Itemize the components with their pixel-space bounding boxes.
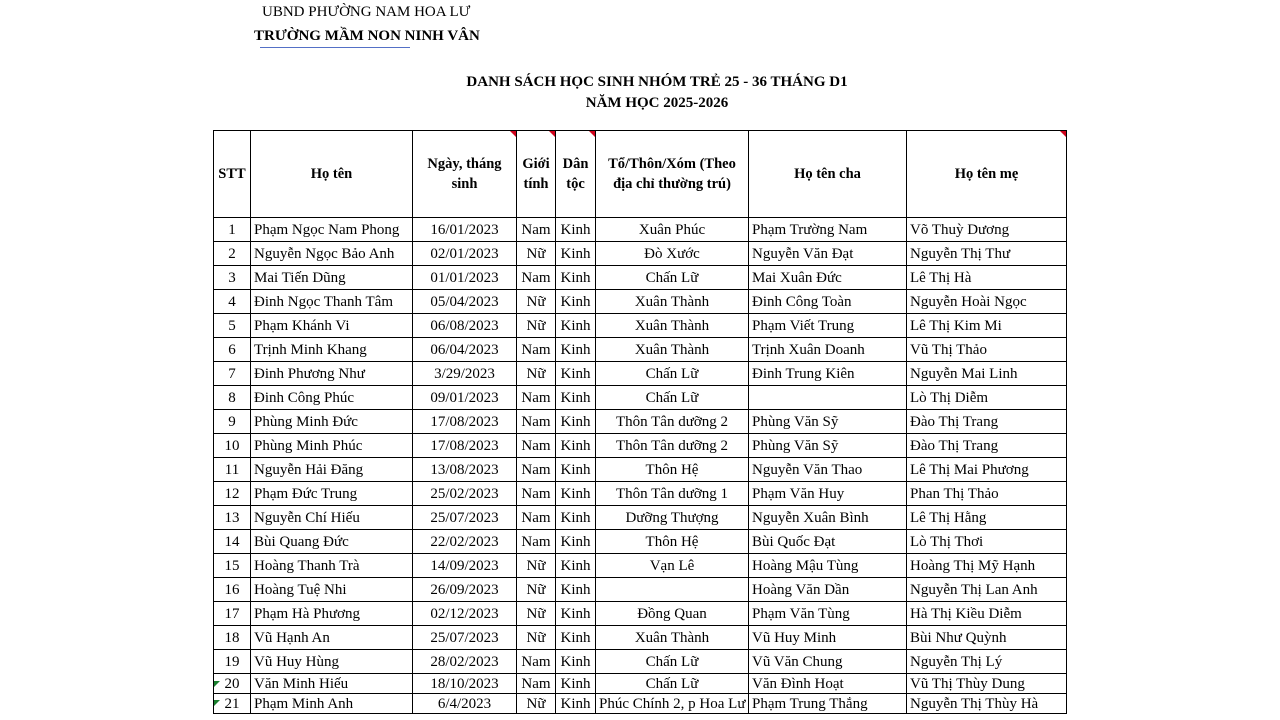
table-row: [214, 694, 1067, 714]
name-cell[interactable]: Phùng Minh Đức: [251, 410, 413, 434]
document-subtitle: NĂM HỌC 2025-2026: [585, 95, 729, 111]
father-cell[interactable]: Nguyễn Xuân Bình: [749, 506, 907, 530]
name-cell[interactable]: Phạm Khánh Vi: [251, 314, 413, 338]
stt-cell[interactable]: 10: [214, 434, 251, 458]
name-cell[interactable]: Hoàng Tuệ Nhi: [251, 578, 413, 602]
table-row: [214, 242, 1067, 266]
ethnicity-cell[interactable]: Kinh: [556, 674, 596, 694]
mother-cell[interactable]: Đào Thị Trang: [907, 434, 1067, 458]
stt-cell[interactable]: 13: [214, 506, 251, 530]
ethnicity-cell[interactable]: Kinh: [556, 410, 596, 434]
table-row: [214, 626, 1067, 650]
address-cell[interactable]: Xuân Thành: [596, 314, 749, 338]
stt-cell[interactable]: 6: [214, 338, 251, 362]
gender-cell[interactable]: Nam: [517, 530, 556, 554]
stt-cell[interactable]: 19: [214, 650, 251, 674]
name-cell[interactable]: Bùi Quang Đức: [251, 530, 413, 554]
father-cell[interactable]: Phạm Trường Nam: [749, 218, 907, 242]
gender-cell[interactable]: Nữ: [517, 314, 556, 338]
father-cell[interactable]: Phạm Văn Tùng: [749, 602, 907, 626]
mother-cell[interactable]: Phan Thị Thảo: [907, 482, 1067, 506]
ethnicity-cell[interactable]: Kinh: [556, 218, 596, 242]
mother-cell[interactable]: Nguyễn Hoài Ngọc: [907, 290, 1067, 314]
dob-cell[interactable]: 06/04/2023: [413, 338, 517, 362]
address-cell[interactable]: Dưỡng Thượng: [596, 506, 749, 530]
col-header-mother[interactable]: Họ tên mẹ: [907, 131, 1067, 218]
dob-cell[interactable]: 25/07/2023: [413, 506, 517, 530]
table-row: [214, 218, 1067, 242]
dob-cell[interactable]: 22/02/2023: [413, 530, 517, 554]
gender-cell[interactable]: Nam: [517, 266, 556, 290]
ethnicity-cell[interactable]: Kinh: [556, 386, 596, 410]
ethnicity-cell[interactable]: Kinh: [556, 650, 596, 674]
ethnicity-cell[interactable]: Kinh: [556, 290, 596, 314]
table-row: [214, 314, 1067, 338]
col-header-father[interactable]: Họ tên cha: [749, 131, 907, 218]
mother-cell[interactable]: Nguyễn Mai Linh: [907, 362, 1067, 386]
stt-cell[interactable]: 18: [214, 626, 251, 650]
ethnicity-cell[interactable]: Kinh: [556, 694, 596, 714]
address-cell[interactable]: Chấn Lữ: [596, 362, 749, 386]
ethnicity-cell[interactable]: Kinh: [556, 482, 596, 506]
ethnicity-cell[interactable]: Kinh: [556, 338, 596, 362]
name-cell[interactable]: Nguyễn Hải Đăng: [251, 458, 413, 482]
mother-cell[interactable]: Lê Thị Mai Phương: [907, 458, 1067, 482]
gender-cell[interactable]: Nữ: [517, 602, 556, 626]
address-cell[interactable]: Chấn Lữ: [596, 650, 749, 674]
address-cell[interactable]: Thôn Tân dưỡng 1: [596, 482, 749, 506]
name-cell[interactable]: Trịnh Minh Khang: [251, 338, 413, 362]
stt-cell[interactable]: 1: [214, 218, 251, 242]
col-header-gender[interactable]: Giới tính: [517, 131, 556, 218]
ethnicity-cell[interactable]: Kinh: [556, 578, 596, 602]
name-cell[interactable]: Phạm Ngọc Nam Phong: [251, 218, 413, 242]
father-cell[interactable]: Đinh Trung Kiên: [749, 362, 907, 386]
stt-cell[interactable]: 5: [214, 314, 251, 338]
col-header-address[interactable]: Tổ/Thôn/Xóm (Theo địa chỉ thường trú): [596, 131, 749, 218]
ethnicity-cell[interactable]: Kinh: [556, 434, 596, 458]
mother-cell[interactable]: Hà Thị Kiều Diễm: [907, 602, 1067, 626]
address-cell[interactable]: Thôn Hệ: [596, 530, 749, 554]
cell-error-marker: [214, 700, 220, 706]
gender-cell[interactable]: Nam: [517, 506, 556, 530]
father-cell[interactable]: [749, 386, 907, 410]
father-cell[interactable]: Vũ Văn Chung: [749, 650, 907, 674]
name-cell[interactable]: Vũ Huy Hùng: [251, 650, 413, 674]
dob-cell[interactable]: 6/4/2023: [413, 694, 517, 714]
mother-cell[interactable]: Đào Thị Trang: [907, 410, 1067, 434]
father-cell[interactable]: Phạm Viết Trung: [749, 314, 907, 338]
dob-cell[interactable]: 17/08/2023: [413, 410, 517, 434]
gender-cell[interactable]: Nữ: [517, 242, 556, 266]
stt-cell[interactable]: 16: [214, 578, 251, 602]
father-cell[interactable]: Mai Xuân Đức: [749, 266, 907, 290]
dob-cell[interactable]: 01/01/2023: [413, 266, 517, 290]
address-cell[interactable]: Xuân Thành: [596, 290, 749, 314]
org-line-2: [254, 28, 480, 45]
dob-cell[interactable]: 18/10/2023: [413, 674, 517, 694]
father-cell[interactable]: Trịnh Xuân Doanh: [749, 338, 907, 362]
stt-cell[interactable]: 2: [214, 242, 251, 266]
ethnicity-cell[interactable]: Kinh: [556, 602, 596, 626]
name-cell[interactable]: Đinh Phương Như: [251, 362, 413, 386]
father-cell[interactable]: Nguyễn Văn Thao: [749, 458, 907, 482]
table-row: [214, 674, 1067, 694]
stt-cell[interactable]: 21: [214, 694, 251, 714]
ethnicity-cell[interactable]: Kinh: [556, 266, 596, 290]
dob-cell[interactable]: 02/01/2023: [413, 242, 517, 266]
table-row: [214, 578, 1067, 602]
address-cell[interactable]: Đò Xước: [596, 242, 749, 266]
father-cell[interactable]: Vũ Huy Minh: [749, 626, 907, 650]
school-name-underline: [260, 47, 410, 48]
gender-cell[interactable]: Nữ: [517, 362, 556, 386]
address-cell[interactable]: Thôn Hệ: [596, 458, 749, 482]
address-cell[interactable]: Xuân Thành: [596, 338, 749, 362]
table-row: [214, 554, 1067, 578]
table-row: [214, 530, 1067, 554]
ethnicity-cell[interactable]: Kinh: [556, 458, 596, 482]
name-cell[interactable]: Phạm Hà Phương: [251, 602, 413, 626]
address-cell[interactable]: Vạn Lê: [596, 554, 749, 578]
stt-cell[interactable]: 8: [214, 386, 251, 410]
name-cell[interactable]: Phạm Đức Trung: [251, 482, 413, 506]
col-header-dob[interactable]: Ngày, tháng sinh: [413, 131, 517, 218]
dob-cell[interactable]: 25/02/2023: [413, 482, 517, 506]
mother-cell[interactable]: Nguyễn Thị Lý: [907, 650, 1067, 674]
father-cell[interactable]: Nguyễn Văn Đạt: [749, 242, 907, 266]
name-cell[interactable]: Văn Minh Hiếu: [251, 674, 413, 694]
father-cell[interactable]: Hoàng Mậu Tùng: [749, 554, 907, 578]
table-row: [214, 266, 1067, 290]
name-cell[interactable]: Vũ Hạnh An: [251, 626, 413, 650]
mother-cell[interactable]: Lê Thị Hà: [907, 266, 1067, 290]
header-row: [214, 131, 1067, 218]
stt-cell[interactable]: 15: [214, 554, 251, 578]
name-cell[interactable]: Mai Tiến Dũng: [251, 266, 413, 290]
school-name: TRƯỜNG MẦM NON NINH VÂN: [254, 28, 480, 44]
table-row: [214, 434, 1067, 458]
stt-cell[interactable]: 14: [214, 530, 251, 554]
mother-cell[interactable]: Nguyễn Thị Lan Anh: [907, 578, 1067, 602]
gender-cell[interactable]: Nam: [517, 458, 556, 482]
ethnicity-cell[interactable]: Kinh: [556, 506, 596, 530]
gender-cell[interactable]: Nam: [517, 410, 556, 434]
table-row: [214, 386, 1067, 410]
address-cell[interactable]: Chấn Lữ: [596, 386, 749, 410]
table-row: [214, 338, 1067, 362]
dob-cell[interactable]: 3/29/2023: [413, 362, 517, 386]
stt-cell[interactable]: 3: [214, 266, 251, 290]
ethnicity-cell[interactable]: Kinh: [556, 554, 596, 578]
dob-cell[interactable]: 02/12/2023: [413, 602, 517, 626]
mother-cell[interactable]: Nguyễn Thị Thùy Hà: [907, 694, 1067, 714]
stt-cell[interactable]: 11: [214, 458, 251, 482]
father-cell[interactable]: Văn Đình Hoạt: [749, 674, 907, 694]
gender-cell[interactable]: Nam: [517, 650, 556, 674]
org-line-1: UBND PHƯỜNG NAM HOA LƯ: [262, 4, 471, 20]
mother-cell[interactable]: Vũ Thị Thùy Dung: [907, 674, 1067, 694]
address-cell[interactable]: Đồng Quan: [596, 602, 749, 626]
dob-cell[interactable]: 28/02/2023: [413, 650, 517, 674]
address-cell[interactable]: Thôn Tân dưỡng 2: [596, 434, 749, 458]
gender-cell[interactable]: Nữ: [517, 694, 556, 714]
cell-error-marker: [214, 681, 220, 687]
gender-cell[interactable]: Nam: [517, 674, 556, 694]
dob-cell[interactable]: 06/08/2023: [413, 314, 517, 338]
col-header-stt[interactable]: STT: [214, 131, 251, 218]
dob-cell[interactable]: 13/08/2023: [413, 458, 517, 482]
gender-cell[interactable]: Nữ: [517, 626, 556, 650]
stt-cell[interactable]: 20: [214, 674, 251, 694]
mother-cell[interactable]: Vũ Thị Thảo: [907, 338, 1067, 362]
father-cell[interactable]: Phạm Văn Huy: [749, 482, 907, 506]
stt-cell[interactable]: 9: [214, 410, 251, 434]
stt-cell[interactable]: 17: [214, 602, 251, 626]
mother-cell[interactable]: Lê Thị Hằng: [907, 506, 1067, 530]
mother-cell[interactable]: Võ Thuỳ Dương: [907, 218, 1067, 242]
table-row: [214, 290, 1067, 314]
gender-cell[interactable]: Nam: [517, 386, 556, 410]
gender-cell[interactable]: Nam: [517, 434, 556, 458]
col-header-name[interactable]: Họ tên: [251, 131, 413, 218]
stt-cell[interactable]: 7: [214, 362, 251, 386]
address-cell[interactable]: Chấn Lữ: [596, 266, 749, 290]
table-row: [214, 482, 1067, 506]
father-cell[interactable]: Phùng Văn Sỹ: [749, 434, 907, 458]
mother-cell[interactable]: Lò Thị Diễm: [907, 386, 1067, 410]
table-row: [214, 602, 1067, 626]
mother-cell[interactable]: Lê Thị Kim Mi: [907, 314, 1067, 338]
stt-cell[interactable]: 4: [214, 290, 251, 314]
gender-cell[interactable]: Nam: [517, 482, 556, 506]
father-cell[interactable]: Đinh Công Toàn: [749, 290, 907, 314]
name-cell[interactable]: Phạm Minh Anh: [251, 694, 413, 714]
mother-cell[interactable]: Nguyễn Thị Thư: [907, 242, 1067, 266]
ethnicity-cell[interactable]: Kinh: [556, 362, 596, 386]
dob-cell[interactable]: 26/09/2023: [413, 578, 517, 602]
mother-cell[interactable]: Hoàng Thị Mỹ Hạnh: [907, 554, 1067, 578]
address-cell[interactable]: Xuân Thành: [596, 626, 749, 650]
name-cell[interactable]: Phùng Minh Phúc: [251, 434, 413, 458]
mother-cell[interactable]: Bùi Như Quỳnh: [907, 626, 1067, 650]
dob-cell[interactable]: 25/07/2023: [413, 626, 517, 650]
table-row: [214, 362, 1067, 386]
address-cell[interactable]: [596, 578, 749, 602]
gender-cell[interactable]: Nữ: [517, 578, 556, 602]
name-cell[interactable]: Nguyễn Ngọc Bảo Anh: [251, 242, 413, 266]
address-cell[interactable]: Chấn Lữ: [596, 674, 749, 694]
ethnicity-cell[interactable]: Kinh: [556, 530, 596, 554]
gender-cell[interactable]: Nam: [517, 218, 556, 242]
stt-cell[interactable]: 12: [214, 482, 251, 506]
dob-cell[interactable]: 17/08/2023: [413, 434, 517, 458]
col-header-ethnicity[interactable]: Dân tộc: [556, 131, 596, 218]
ethnicity-cell[interactable]: Kinh: [556, 314, 596, 338]
gender-cell[interactable]: Nam: [517, 338, 556, 362]
father-cell[interactable]: Phạm Trung Thắng: [749, 694, 907, 714]
address-cell[interactable]: Thôn Tân dưỡng 2: [596, 410, 749, 434]
table-row: [214, 506, 1067, 530]
document-title: DANH SÁCH HỌC SINH NHÓM TRẺ 25 - 36 THÁNG D1: [466, 74, 848, 90]
father-cell[interactable]: Bùi Quốc Đạt: [749, 530, 907, 554]
gender-cell[interactable]: Nữ: [517, 554, 556, 578]
father-cell[interactable]: Hoàng Văn Dần: [749, 578, 907, 602]
name-cell[interactable]: Hoàng Thanh Trà: [251, 554, 413, 578]
ethnicity-cell[interactable]: Kinh: [556, 626, 596, 650]
name-cell[interactable]: Đinh Công Phúc: [251, 386, 413, 410]
student-table: [213, 130, 1067, 714]
dob-cell[interactable]: 05/04/2023: [413, 290, 517, 314]
table-row: [214, 458, 1067, 482]
table-row: [214, 650, 1067, 674]
dob-cell[interactable]: 16/01/2023: [413, 218, 517, 242]
ethnicity-cell[interactable]: Kinh: [556, 242, 596, 266]
gender-cell[interactable]: Nữ: [517, 290, 556, 314]
dob-cell[interactable]: 14/09/2023: [413, 554, 517, 578]
name-cell[interactable]: Nguyễn Chí Hiếu: [251, 506, 413, 530]
address-cell[interactable]: Phúc Chính 2, p Hoa Lư: [596, 694, 749, 714]
mother-cell[interactable]: Lò Thị Thơi: [907, 530, 1067, 554]
father-cell[interactable]: Phùng Văn Sỹ: [749, 410, 907, 434]
dob-cell[interactable]: 09/01/2023: [413, 386, 517, 410]
name-cell[interactable]: Đinh Ngọc Thanh Tâm: [251, 290, 413, 314]
address-cell[interactable]: Xuân Phúc: [596, 218, 749, 242]
table-row: [214, 410, 1067, 434]
